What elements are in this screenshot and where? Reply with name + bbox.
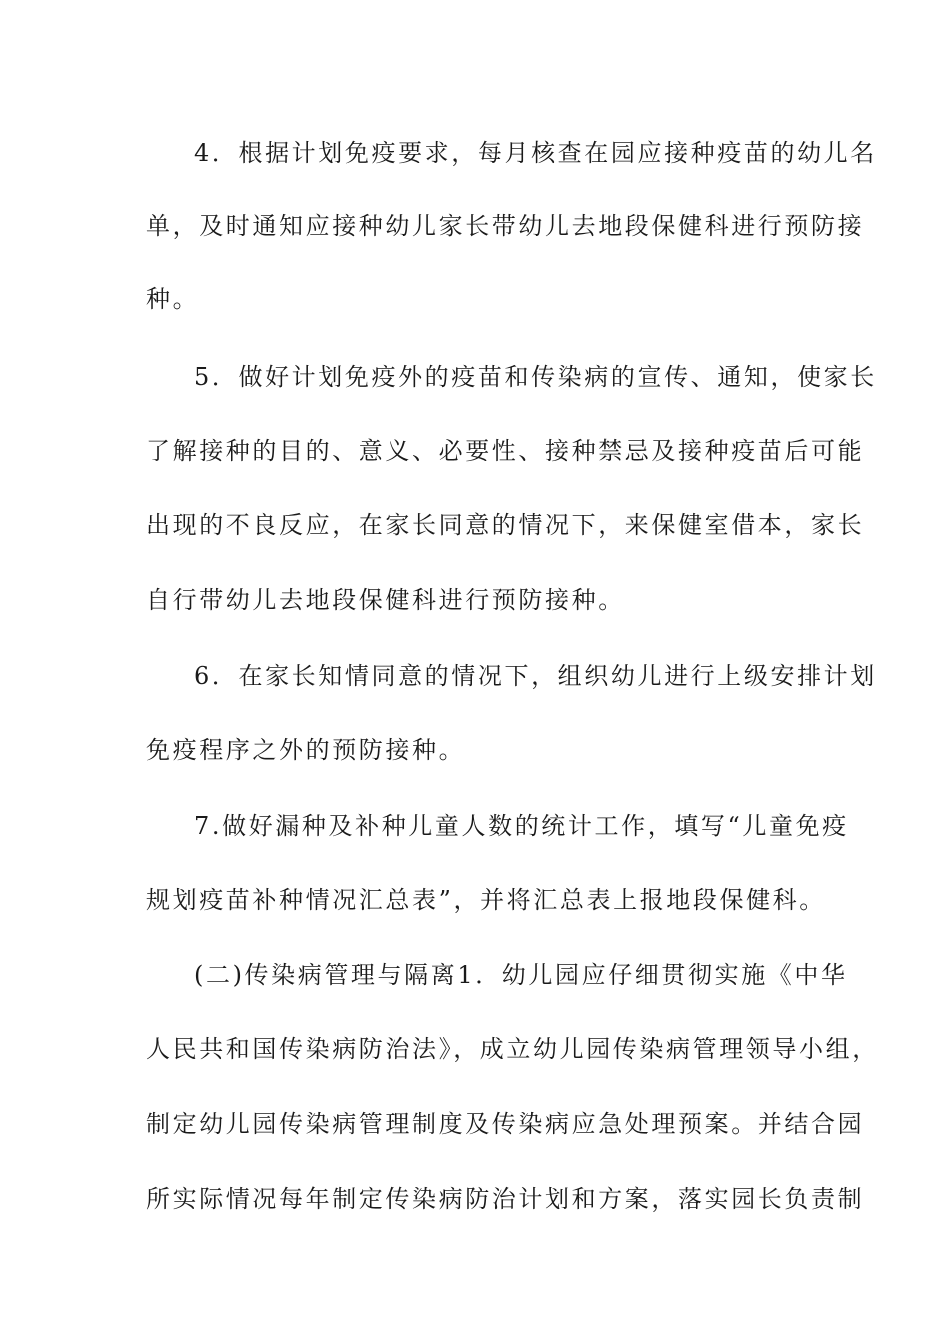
section-2-line-4: 所实际情况每年制定传染病防治计划和方案，落实园长负责制 [146, 1185, 865, 1213]
paragraph-7-line-1: 7.做好漏种及补种儿童人数的统计工作，填写“儿童免疫 [194, 812, 849, 840]
paragraph-6-line-2: 免疫程序之外的预防接种。 [146, 736, 466, 764]
section-2-line-3: 制定幼儿园传染病管理制度及传染病应急处理预案。并结合园 [146, 1110, 865, 1138]
paragraph-4-line-1: 4．根据计划免疫要求，每月核查在园应接种疫苗的幼儿名 [194, 139, 877, 167]
paragraph-5-line-2: 了解接种的目的、意义、必要性、接种禁忌及接种疫苗后可能 [146, 437, 865, 465]
section-2-line-2: 人民共和国传染病防治法》，成立幼儿园传染病管理领导小组， [146, 1035, 879, 1063]
paragraph-6-line-1: 6．在家长知情同意的情况下，组织幼儿进行上级安排计划 [194, 662, 877, 690]
paragraph-4-line-2: 单，及时通知应接种幼儿家长带幼儿去地段保健科进行预防接 [146, 212, 865, 240]
paragraph-5-line-3: 出现的不良反应，在家长同意的情况下，来保健室借本，家长 [146, 511, 865, 539]
paragraph-5-line-1: 5．做好计划免疫外的疫苗和传染病的宣传、通知，使家长 [194, 363, 877, 391]
paragraph-4-line-3: 种。 [146, 285, 200, 313]
paragraph-5-line-4: 自行带幼儿去地段保健科进行预防接种。 [146, 586, 625, 614]
section-2-line-1: (二)传染病管理与隔离1．幼儿园应仔细贯彻实施《中华 [194, 961, 848, 989]
paragraph-7-line-2: 规划疫苗补种情况汇总表”，并将汇总表上报地段保健科。 [146, 886, 826, 914]
